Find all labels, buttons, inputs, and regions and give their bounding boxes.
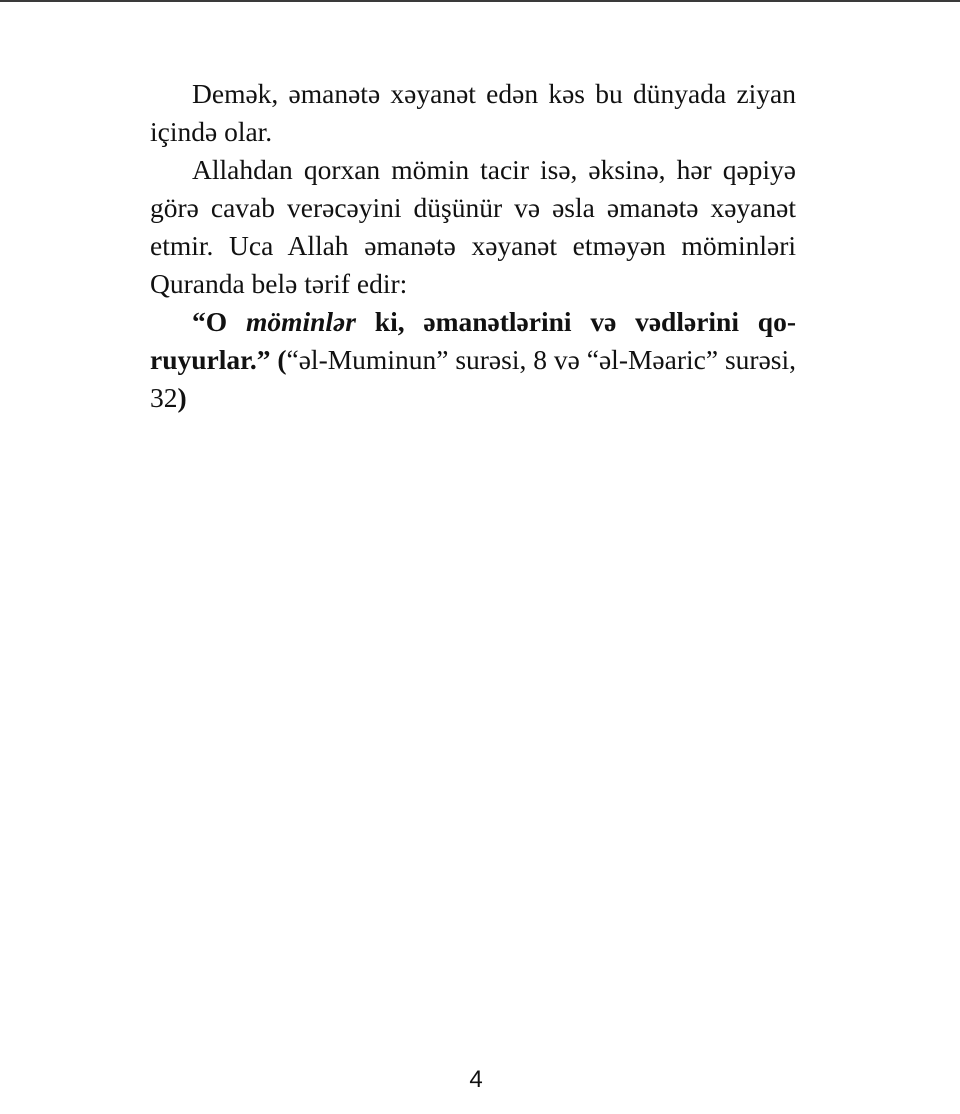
citation-paren-open: ( xyxy=(270,344,287,375)
quote-text: ki, əmanətlərini və vədlərini qoruyurlar.” xyxy=(150,306,796,375)
quran-quote xyxy=(150,303,796,417)
citation-text: “əl-Muminun” surəsi, 8 və “əl-Məaric” surəsi, 32 xyxy=(150,344,796,413)
paragraph-2: Allahdan qorxan mömin tacir isə, əksinə, hər qəpiyə görə cavab verəcəyini düşünür və əsla əmanətə xəyanət etmir. Uca Allah əmanətə xəyanət etməyən möminləri Quranda belə tərif edir: xyxy=(150,154,796,299)
citation-paren-close: ) xyxy=(177,382,187,413)
quote-open: “O xyxy=(192,306,246,337)
page-body xyxy=(150,75,796,417)
paragraph-1: Demək, əmanətə xəyanət edən kəs bu dünyada ziyan içində olar. xyxy=(150,78,796,147)
page-number: 4 xyxy=(469,1066,483,1093)
quote-italic-word: möminlər xyxy=(245,306,356,337)
top-border-line xyxy=(0,0,960,2)
